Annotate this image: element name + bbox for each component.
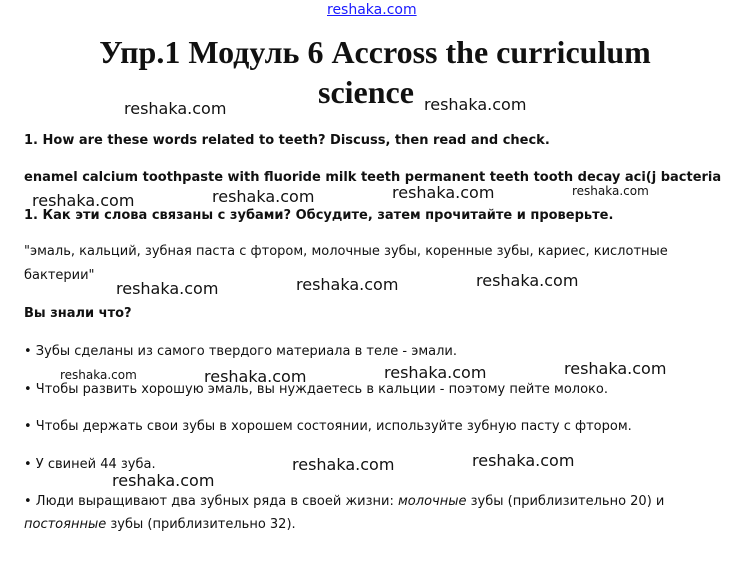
site-link[interactable]: reshaka.com xyxy=(327,2,417,18)
watermark: reshaka.com xyxy=(116,279,219,298)
words-ru-line-2: бактерии" xyxy=(24,268,95,283)
fact-5-text: • Люди выращивают два зубных ряда в своей жизни: xyxy=(24,494,398,509)
page-title-line-1: Упр.1 Модуль 6 Accross the curriculum xyxy=(99,34,651,70)
watermark: reshaka.com xyxy=(476,271,579,290)
question-en: 1. How are these words related to teeth? Discuss, then read and check. xyxy=(24,133,550,148)
watermark: reshaka.com xyxy=(472,451,575,470)
watermark: reshaka.com xyxy=(112,471,215,490)
fact-5-line-2 xyxy=(24,517,296,532)
watermark: reshaka.com xyxy=(32,191,135,210)
fact-5-permanent: постоянные xyxy=(24,517,107,532)
words-ru-line-1: "эмаль, кальций, зубная паста с фтором, молочные зубы, коренные зубы, кариес, кислотные xyxy=(24,244,668,259)
fact-5-line-1 xyxy=(24,494,664,509)
words-en: enamel calcium toothpaste with fluoride milk teeth permanent teeth tooth decay aci(j bacteria xyxy=(24,170,722,185)
fact-5-text: зубы (приблизительно 20) и xyxy=(466,494,665,509)
watermark: reshaka.com xyxy=(124,99,227,118)
fact-3: • Чтобы держать свои зубы в хорошем состоянии, используйте зубную пасту с фтором. xyxy=(24,419,632,434)
watermark: reshaka.com xyxy=(564,359,667,378)
watermark: reshaka.com xyxy=(296,275,399,294)
watermark: reshaka.com xyxy=(212,187,315,206)
watermark: reshaka.com xyxy=(572,184,649,198)
watermark: reshaka.com xyxy=(424,95,527,114)
question-ru: 1. Как эти слова связаны с зубами? Обсудите, затем прочитайте и проверьте. xyxy=(24,208,614,223)
watermark: reshaka.com xyxy=(204,367,307,386)
watermark: reshaka.com xyxy=(384,363,487,382)
watermark: reshaka.com xyxy=(392,183,495,202)
did-you-know-heading: Вы знали что? xyxy=(24,306,132,321)
fact-5-milk: молочные xyxy=(398,494,467,509)
watermark: reshaka.com xyxy=(60,368,137,382)
page-title-line-2: science xyxy=(318,74,414,110)
watermark: reshaka.com xyxy=(292,455,395,474)
fact-2: • Чтобы развить хорошую эмаль, вы нуждаетесь в кальции - поэтому пейте молоко. xyxy=(24,382,608,397)
fact-1: • Зубы сделаны из самого твердого материала в теле - эмали. xyxy=(24,344,458,359)
fact-5-text: зубы (приблизительно 32). xyxy=(106,517,296,532)
fact-4: • У свиней 44 зуба. xyxy=(24,457,156,472)
